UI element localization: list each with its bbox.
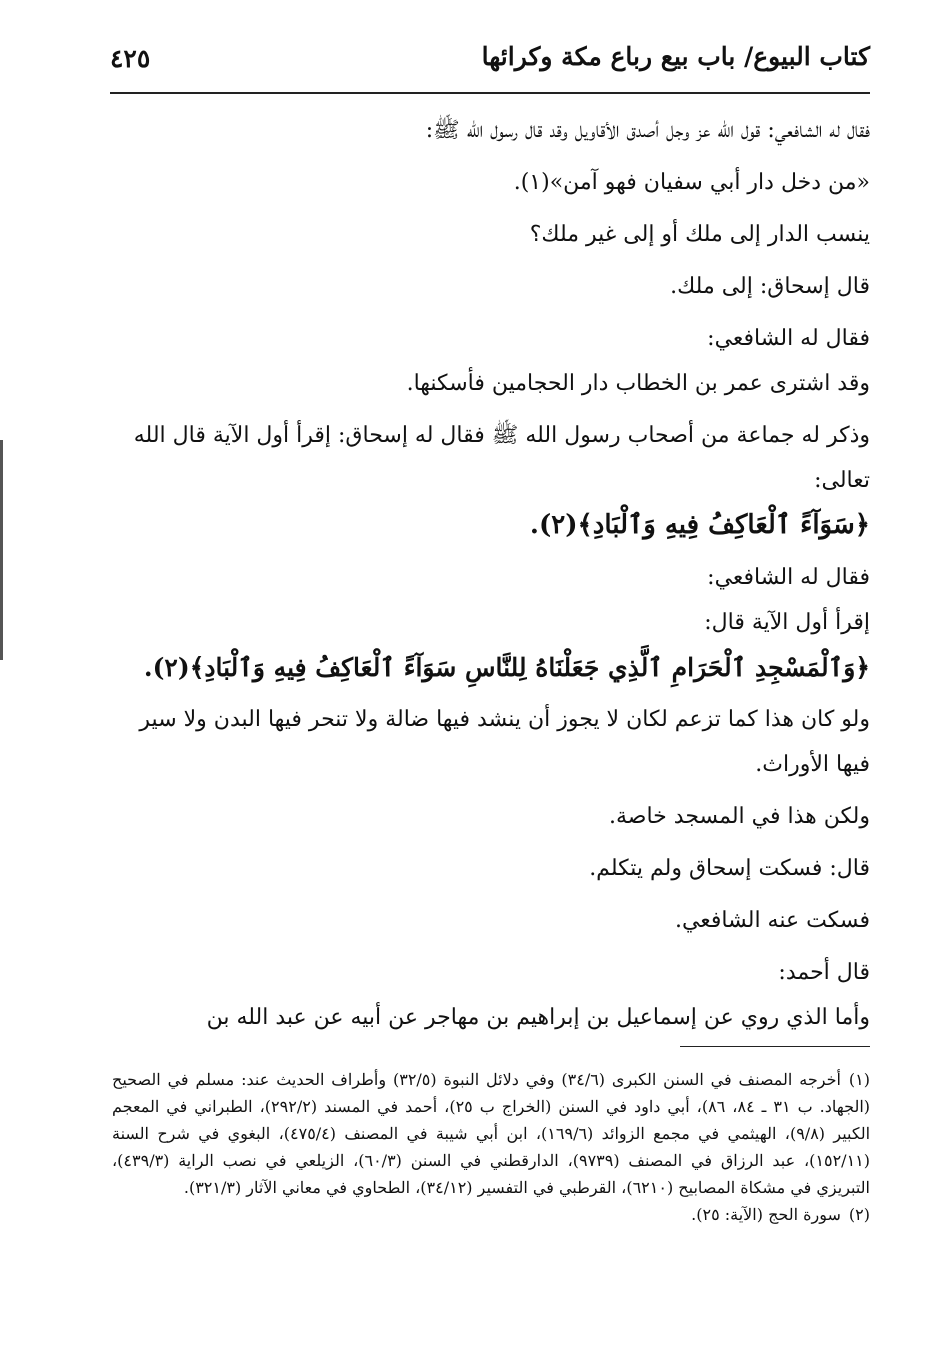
footnote-label: (٢) bbox=[848, 1205, 870, 1224]
main-text bbox=[118, 108, 870, 1047]
paragraph: وأما الذي روي عن إسماعيل بن إبراهيم بن مهاجر عن أبيه عن عبد الله بن bbox=[206, 1005, 870, 1030]
paragraph: وذكر له جماعة من أصحاب رسول الله ﷺ فقال له إسحاق: إقرأ أول الآية قال الله تعالى: bbox=[133, 423, 870, 493]
header-rule bbox=[110, 92, 870, 94]
paragraph: فقال له الشافعي: bbox=[707, 326, 870, 351]
footnotes bbox=[112, 1066, 870, 1228]
running-title: كتاب البيوع/ باب بيع رباع مكة وكرائها bbox=[481, 42, 870, 71]
paragraph: قال أحمد: bbox=[778, 960, 870, 985]
paragraph: وقد اشترى عمر بن الخطاب دار الحجامين فأسكنها. bbox=[406, 371, 870, 396]
footnote-text: أخرجه المصنف في السنن الكبرى (٣٤/٦) وفي دلائل النبوة (٣٢/٥) وأطراف الحديث عند: مسلم في الصحيح (الجهاد. ب ٣١ ـ ٨٤، ٨٦)، أبي داود في السنن (الخراج ب ٢٥)، أحمد في المسند (٢٩٢/٢)، الطبراني في المعجم الكبير (٩/٨)، الهيثمي في مجمع الزوائد (١٦٩/٦)، ابن أبي شيبة في المصنف (٤٧٥/٤)، البغوي في شرح السنة (١٥٢/١١)، عبد الرزاق في المصنف (٩٧٣٩)، الدارقطني في السنن (٦٠/٣)، الزيلعي في نصب الراية (٤٣٩/٣)، التبريزي في مشكاة المصابيح (٦٢١٠)، القرطبي في التفسير (٣٤/١٢)، الطحاوي في معاني الآثار (٣٢١/٣). bbox=[112, 1070, 871, 1197]
paragraph: قال: فسكت إسحاق ولم يتكلم. bbox=[589, 856, 870, 881]
page-number: ٤٢٥ bbox=[110, 44, 151, 73]
paragraph: قال إسحاق: إلى ملك. bbox=[670, 274, 870, 299]
footnote-1 bbox=[112, 1066, 870, 1201]
quran-verse: ﴿سَوَآءً ٱلْعَاكِفُ فِيهِ وَٱلْبَادِ﴾(٢). bbox=[529, 510, 870, 540]
footnote-text: سورة الحج (الآية: ٢٥). bbox=[691, 1205, 841, 1224]
paragraph: فقال له الشافعي: bbox=[707, 565, 870, 590]
hadith-quote: «من دخل دار أبي سفيان فهو آمن»(١). bbox=[513, 170, 870, 195]
footnote-label: (١) bbox=[848, 1070, 871, 1089]
paragraph: فقال له الشافعي: قول الله عز وجل أصدق الأقاويل وقد قال رسول الله ﷺ: bbox=[425, 118, 870, 143]
scan-edge-mark bbox=[0, 440, 3, 660]
footnote-2 bbox=[112, 1201, 870, 1228]
paragraph: إقرأ أول الآية قال: bbox=[704, 610, 870, 635]
paragraph: فسكت عنه الشافعي. bbox=[674, 908, 870, 933]
paragraph: ينسب الدار إلى ملك أو إلى غير ملك؟ bbox=[529, 222, 870, 247]
paragraph: ولو كان هذا كما تزعم لكان لا يجوز أن ينشد فيها ضالة ولا تنحر فيها البدن ولا سير فيها الأوراث. bbox=[139, 707, 870, 777]
quran-verse: ﴿وَٱلْمَسْجِدِ ٱلْحَرَامِ ٱلَّذِي جَعَلْنَاهُ لِلنَّاسِ سَوَآءً ٱلْعَاكِفُ فِيهِ وَٱلْبَادِ﴾(٢). bbox=[143, 653, 870, 682]
page-header bbox=[110, 28, 870, 88]
footnote-rule bbox=[680, 1046, 870, 1047]
paragraph: ولكن هذا في المسجد خاصة. bbox=[609, 804, 870, 829]
